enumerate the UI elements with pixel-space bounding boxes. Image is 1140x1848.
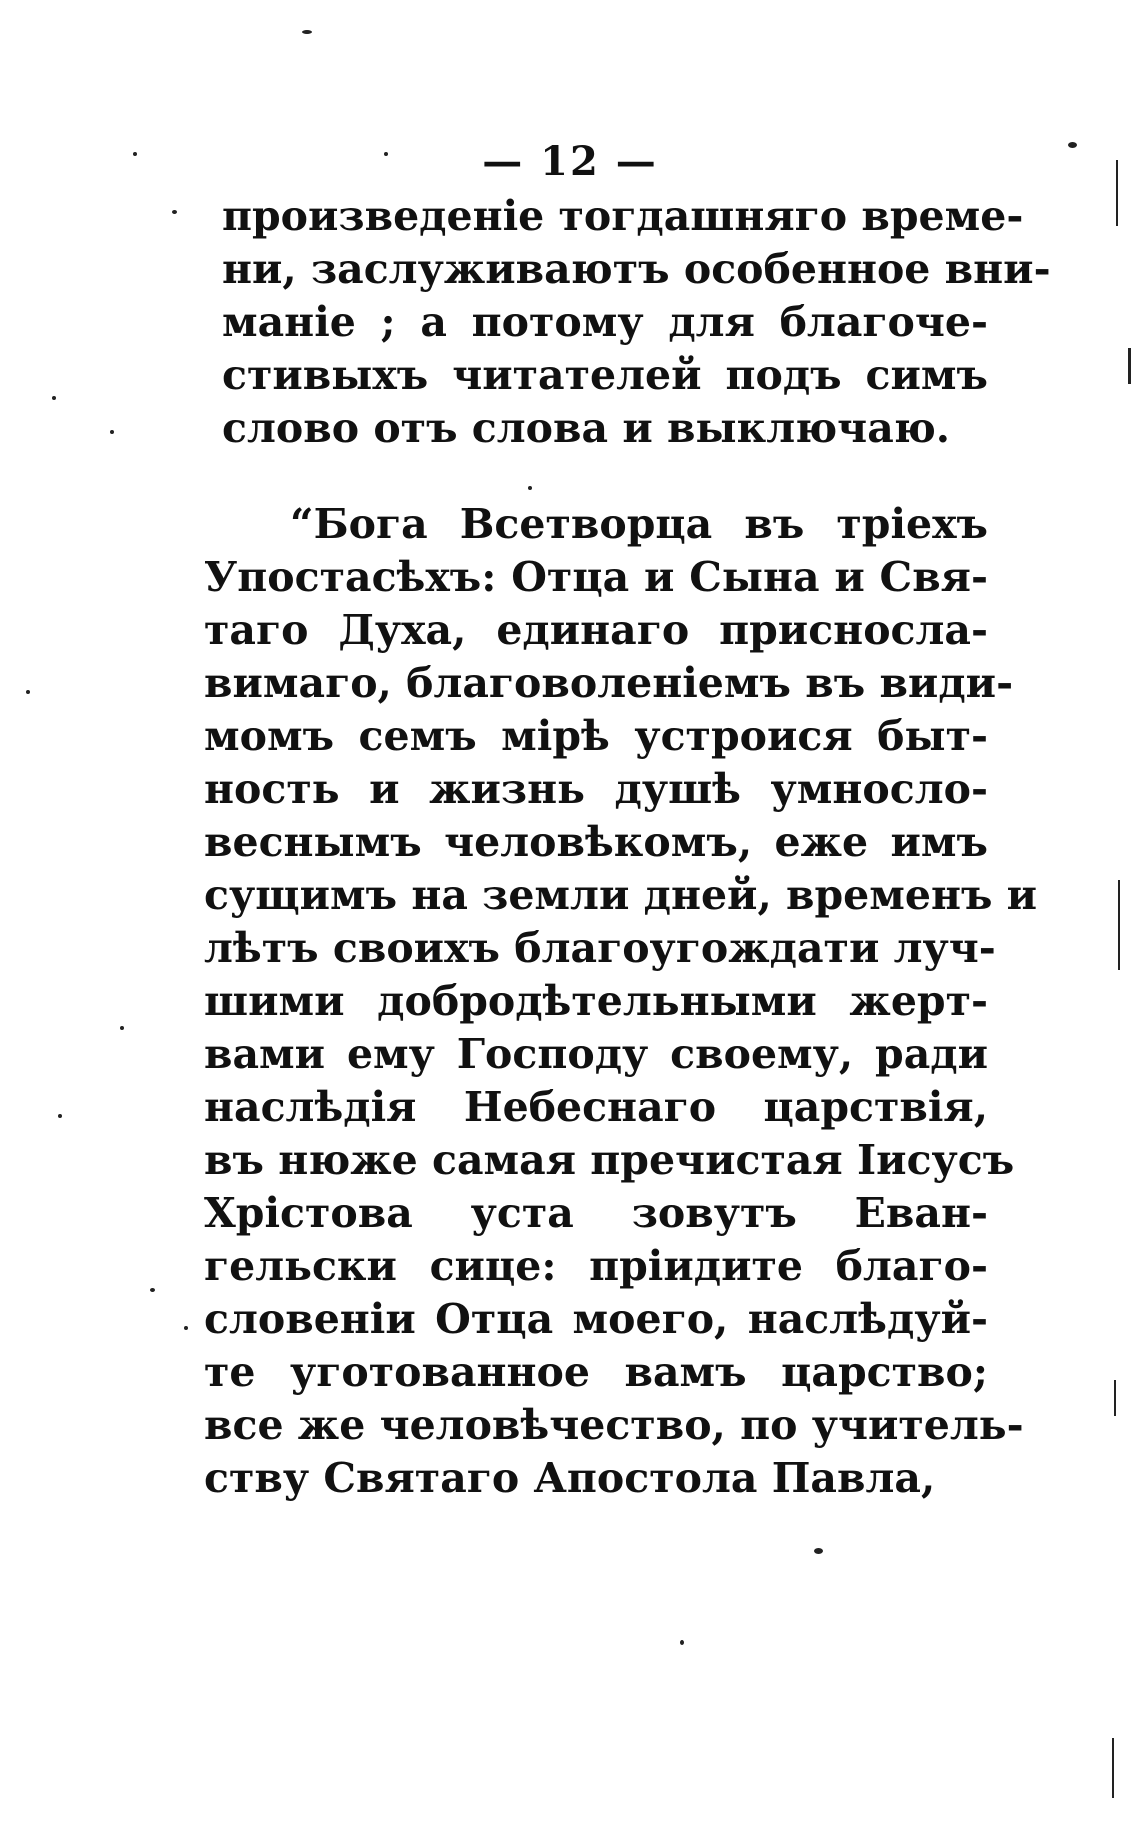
ink-speck xyxy=(26,690,30,694)
ink-speck xyxy=(120,1026,124,1030)
paragraph-2 xyxy=(204,498,1038,1505)
text-line: Упостасѣхъ: Отца и Сына и Свя- xyxy=(204,553,988,601)
text-line: ность и жизнь душѣ умносло- xyxy=(204,765,988,813)
ink-speck xyxy=(110,430,114,434)
ink-speck xyxy=(184,1326,188,1330)
page-edge-mark xyxy=(1118,880,1120,970)
paragraph-1 xyxy=(222,190,1051,455)
text-line: те уготованное вамъ царство; xyxy=(204,1348,988,1396)
page-edge-mark xyxy=(1116,160,1118,226)
page-number: — 12 — xyxy=(482,138,658,185)
text-line: веснымъ человѣкомъ, еже имъ xyxy=(204,818,988,866)
text-line: стивыхъ читателей подъ симъ xyxy=(222,351,988,399)
text-line: гельски сице: пріидите благо- xyxy=(204,1242,988,1290)
text-line: лѣтъ своихъ благоугождати луч- xyxy=(204,924,996,972)
text-line: наслѣдія Небеснаго царствія, xyxy=(204,1083,988,1131)
text-line: вимаго, благоволеніемъ въ види- xyxy=(204,659,1014,707)
ink-speck xyxy=(680,1640,684,1645)
text-line: произведеніе тогдашняго време- xyxy=(222,192,1024,240)
text-line: сущимъ на земли дней, временъ и xyxy=(204,871,1038,919)
page-edge-mark xyxy=(1112,1738,1114,1798)
text-line: слово отъ слова и выключаю. xyxy=(222,404,951,452)
text-line: Хрістова уста зовутъ Еван- xyxy=(204,1189,988,1237)
text-line: вами ему Господу своему, ради xyxy=(204,1030,988,1078)
ink-speck xyxy=(58,1114,62,1118)
ink-speck xyxy=(814,1548,823,1554)
page-edge-mark xyxy=(1114,1380,1116,1416)
text-line: ни, заслуживаютъ особенное вни- xyxy=(222,245,1051,293)
ink-speck xyxy=(172,210,177,214)
ink-speck xyxy=(384,152,388,156)
ink-speck xyxy=(133,152,137,156)
text-line: въ нюже самая пречистая Іисусъ xyxy=(204,1136,1015,1184)
text-line: таго Духа, единаго присносла- xyxy=(204,606,988,654)
ink-speck xyxy=(150,1288,155,1292)
text-line: все же человѣчество, по учитель- xyxy=(204,1401,1024,1449)
text-line: шими добродѣтельными жерт- xyxy=(204,977,988,1025)
text-line: момъ семъ мірѣ устроися быт- xyxy=(204,712,988,760)
text-line: маніе ; а потому для благоче- xyxy=(222,298,988,346)
ink-speck xyxy=(1068,142,1077,148)
ink-speck xyxy=(302,30,312,34)
ink-speck xyxy=(52,396,56,400)
text-line: “Бога Всетворца въ тріехъ xyxy=(290,500,988,548)
page-edge-mark xyxy=(1128,348,1131,384)
text-line: словеніи Отца моего, наслѣдуй- xyxy=(204,1295,988,1343)
text-line: ству Святаго Апостола Павла, xyxy=(204,1454,936,1502)
ink-speck xyxy=(528,486,532,490)
